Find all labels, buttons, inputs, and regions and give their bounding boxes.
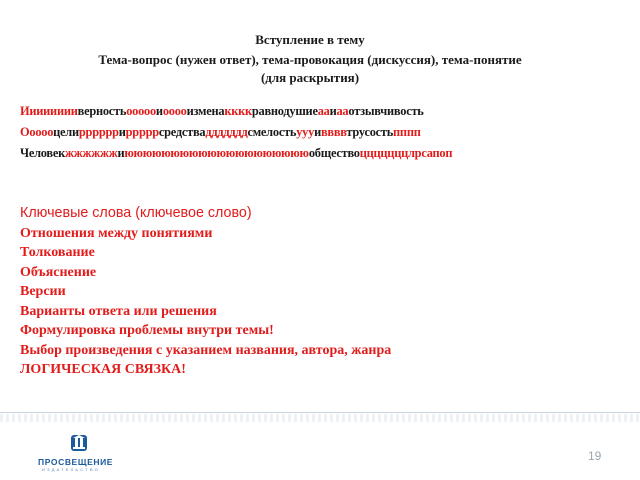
- word-segment: лрсапоп: [407, 146, 453, 160]
- word-segment: аа: [317, 104, 330, 118]
- prosveshchenie-logo-icon: [34, 432, 134, 472]
- word-segment: и: [117, 146, 125, 160]
- word-segment: пппп: [393, 125, 421, 139]
- keyword-item: Объяснение: [20, 264, 97, 280]
- word-segment: и: [314, 125, 321, 139]
- logo-subtext: ИЗДАТЕЛЬСТВО: [42, 467, 100, 472]
- word-segment: жжжжжж: [65, 146, 118, 160]
- word-segment: и: [118, 125, 126, 139]
- word-segment: ррррр: [125, 125, 159, 139]
- heading-line-2: Тема-вопрос (нужен ответ), тема-провокация (дискуссия), тема-понятие: [98, 52, 522, 67]
- word-line-1: [20, 103, 620, 119]
- word-segment: средства: [158, 125, 206, 139]
- word-segment: верность: [77, 104, 127, 118]
- heading-line-3: (для раскрытия): [260, 70, 360, 85]
- word-segment: юююююююююююююююююююю: [124, 146, 309, 160]
- word-segment: равнодушие: [251, 104, 318, 118]
- footer-stripe: [0, 414, 640, 422]
- word-segment: измена: [186, 104, 225, 118]
- logo-word: ПРОСВЕЩЕНИЕ: [38, 457, 114, 467]
- keyword-item: Ключевые слова (ключевое слово): [20, 205, 252, 221]
- heading-line-1: Вступление в тему: [255, 32, 365, 47]
- word-segment: Человек: [20, 146, 66, 160]
- keyword-item: ЛОГИЧЕСКАЯ СВЯЗКА!: [20, 362, 186, 377]
- word-line-3: [20, 145, 620, 161]
- keyword-item: Версии: [20, 284, 66, 299]
- word-segment: ооооо: [126, 104, 156, 118]
- keyword-item: Отношения между понятиями: [20, 225, 213, 241]
- word-segment: кккк: [224, 104, 252, 118]
- word-segment: ддддддд: [205, 125, 248, 139]
- keyword-item: Варианты ответа или решения: [20, 303, 217, 319]
- word-segment: рррррр: [78, 125, 119, 139]
- word-segment: общество: [308, 146, 360, 160]
- keyword-item: Формулировка проблемы внутри темы!: [20, 323, 274, 338]
- word-segment: ууу: [296, 125, 315, 139]
- word-segment: и: [155, 104, 163, 118]
- word-segment: вввв: [320, 125, 347, 139]
- word-segment: аа: [336, 104, 349, 118]
- word-segment: цели: [53, 125, 79, 139]
- word-segment: и: [329, 104, 337, 118]
- word-segment: Ииииииии: [20, 104, 78, 118]
- word-segment: Ооооо: [20, 125, 54, 139]
- word-segment: трусость: [346, 125, 394, 139]
- footer-divider: [0, 412, 640, 413]
- word-segment: ццццццц: [359, 146, 408, 160]
- keyword-list: [20, 204, 620, 380]
- word-segment: смелость: [247, 125, 297, 139]
- word-line-2: [20, 124, 620, 140]
- word-segment: отзывчивость: [348, 104, 424, 118]
- word-segment: оооо: [162, 104, 187, 118]
- keyword-item: Толкование: [20, 245, 95, 260]
- page-number: 19: [588, 449, 602, 463]
- keyword-item: Выбор произведения с указанием названия, автора, жанра: [20, 342, 392, 358]
